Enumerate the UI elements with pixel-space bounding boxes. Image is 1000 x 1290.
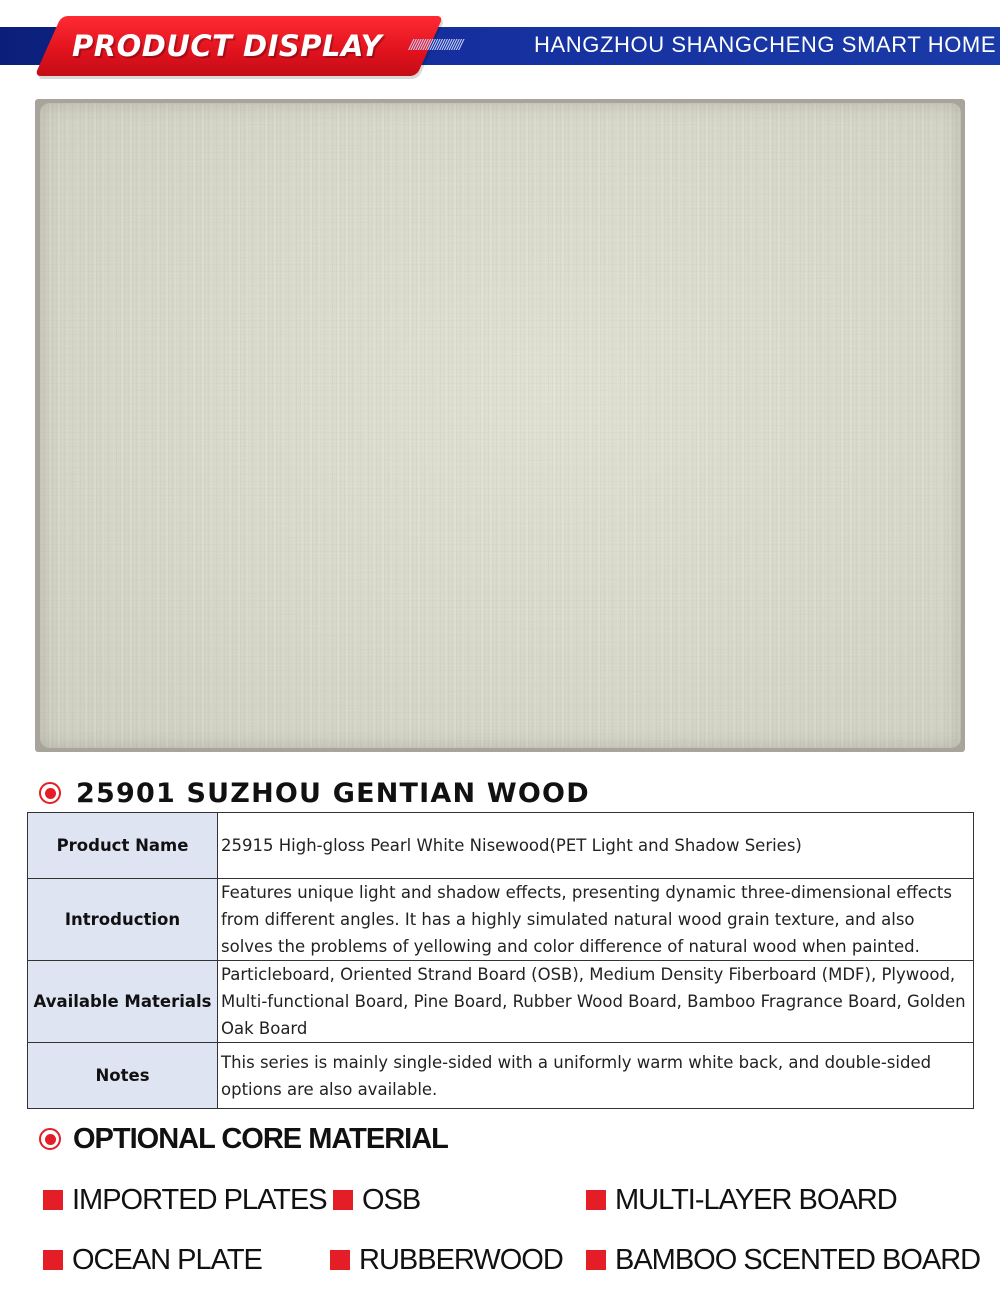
- table-row: [28, 1043, 974, 1109]
- wood-panel-texture: [40, 103, 961, 748]
- table-row: [28, 961, 974, 1043]
- banner-company-name: HANGZHOU SHANGCHENG SMART HOME: [534, 32, 997, 57]
- red-square-icon: [330, 1250, 350, 1270]
- core-material-label: OSB: [362, 1183, 421, 1216]
- banner-title: PRODUCT DISPLAY: [72, 29, 383, 63]
- core-material-heading-text: OPTIONAL CORE MATERIAL: [73, 1122, 448, 1155]
- spec-table: [27, 812, 974, 1109]
- red-square-icon: [586, 1250, 606, 1270]
- table-row: [28, 813, 974, 879]
- red-square-icon: [43, 1250, 63, 1270]
- core-material-label: RUBBERWOOD: [359, 1243, 563, 1276]
- spec-label: Notes: [28, 1043, 218, 1109]
- spec-value: Features unique light and shadow effects, presenting dynamic three-dimensional effects from different angles. It has a highly simulated natural wood grain texture, and also solves the problems of yellowing and color difference of natural wood when painted.: [218, 879, 974, 961]
- radio-bullet-icon: [39, 1128, 61, 1150]
- header-banner: [0, 0, 1000, 80]
- core-material-label: MULTI-LAYER BOARD: [615, 1183, 897, 1216]
- spec-label: Introduction: [28, 879, 218, 961]
- core-material-item: [586, 1180, 897, 1220]
- spec-label: Available Materials: [28, 961, 218, 1043]
- table-row: [28, 879, 974, 961]
- red-square-icon: [333, 1190, 353, 1210]
- spec-value: 25915 High-gloss Pearl White Nisewood(PET Light and Shadow Series): [218, 813, 974, 879]
- spec-value: This series is mainly single-sided with a uniformly warm white back, and double-sided options are also available.: [218, 1043, 974, 1109]
- radio-bullet-icon: [39, 782, 61, 804]
- product-heading-text: 25901 SUZHOU GENTIAN WOOD: [76, 777, 590, 809]
- spec-label: Product Name: [28, 813, 218, 879]
- core-material-item: [330, 1240, 563, 1280]
- core-material-label: IMPORTED PLATES: [72, 1183, 327, 1216]
- banner-slash-decoration: //////////////////////: [409, 38, 462, 53]
- red-square-icon: [43, 1190, 63, 1210]
- product-photo: [35, 99, 965, 752]
- product-heading: [39, 775, 590, 811]
- core-material-item: [43, 1180, 327, 1220]
- core-material-item: [333, 1180, 420, 1220]
- red-square-icon: [586, 1190, 606, 1210]
- core-material-item: [586, 1240, 980, 1280]
- core-material-label: BAMBOO SCENTED BOARD: [615, 1243, 981, 1276]
- core-material-heading: [39, 1121, 448, 1157]
- core-material-item: [43, 1240, 262, 1280]
- core-material-label: OCEAN PLATE: [72, 1243, 262, 1276]
- spec-value: Particleboard, Oriented Strand Board (OSB), Medium Density Fiberboard (MDF), Plywood, Multi-functional Board, Pine Board, Rubber Wood Board, Bamboo Fragrance Board, Golden Oak Board: [218, 961, 974, 1043]
